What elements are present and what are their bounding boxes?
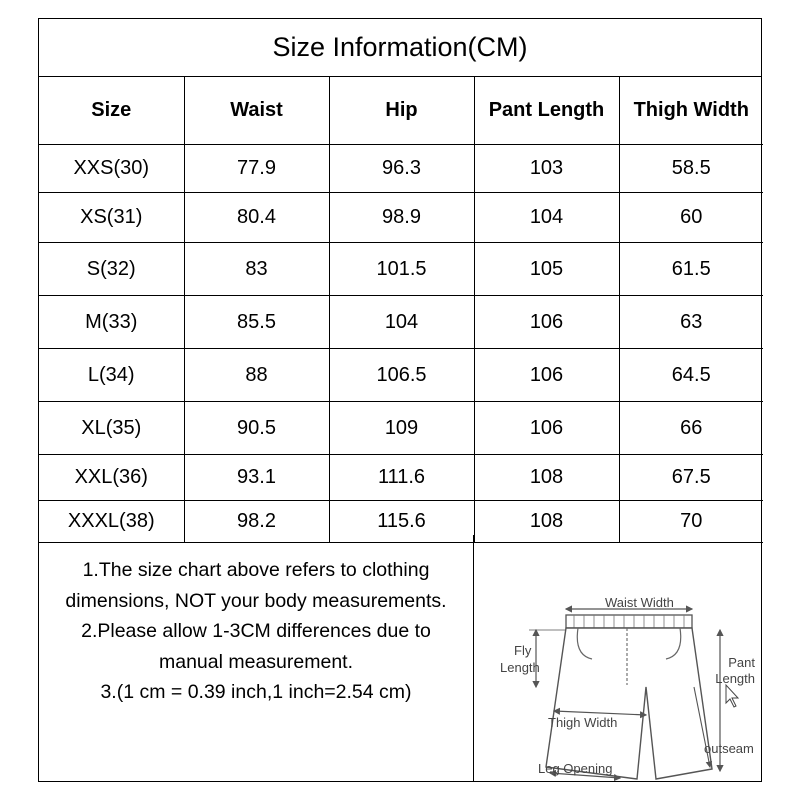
label-pant-length: Length — [715, 671, 755, 686]
cursor-icon — [726, 685, 738, 707]
note-line: 3.(1 cm = 0.39 inch,1 inch=2.54 cm) — [100, 681, 412, 703]
cell-waist: 98.2 — [184, 501, 329, 543]
header-thigh-width: Thigh Width — [619, 77, 763, 145]
table-row — [39, 145, 763, 193]
label-pant: Pant — [728, 655, 755, 670]
cell-thigh-width: 67.5 — [619, 455, 763, 501]
cell-waist: 83 — [184, 243, 329, 296]
note-line: 2.Please allow 1-3CM differences due to — [81, 620, 431, 642]
label-waist-width: Waist Width — [605, 595, 674, 610]
header-row — [39, 77, 763, 145]
table-row — [39, 402, 763, 455]
notes — [39, 535, 474, 781]
cell-pant-length: 108 — [474, 501, 619, 543]
note-line: 1.The size chart above refers to clothing — [82, 559, 430, 581]
label-thigh-width: Thigh Width — [548, 715, 618, 730]
cell-size: XXS(30) — [39, 145, 184, 193]
cell-hip: 98.9 — [329, 193, 474, 243]
label-outseam: outseam — [704, 741, 754, 756]
table-row — [39, 243, 763, 296]
pants-outline — [546, 628, 712, 779]
label-fly: Fly — [514, 643, 532, 658]
cell-size: XXL(36) — [39, 455, 184, 501]
cell-size: XXXL(38) — [39, 501, 184, 543]
pants-measurement-diagram — [474, 535, 761, 781]
cell-thigh-width: 61.5 — [619, 243, 763, 296]
chart-title: Size Information(CM) — [39, 19, 761, 77]
header-waist: Waist — [184, 77, 329, 145]
cell-hip: 115.6 — [329, 501, 474, 543]
size-chart — [38, 18, 762, 782]
cell-thigh-width: 66 — [619, 402, 763, 455]
table-row — [39, 296, 763, 349]
cell-pant-length: 106 — [474, 296, 619, 349]
cell-pant-length: 106 — [474, 402, 619, 455]
cell-hip: 109 — [329, 402, 474, 455]
label-fly-length: Length — [500, 660, 540, 675]
cell-pant-length: 105 — [474, 243, 619, 296]
cell-hip: 96.3 — [329, 145, 474, 193]
cell-thigh-width: 60 — [619, 193, 763, 243]
cell-thigh-width: 58.5 — [619, 145, 763, 193]
waistband-shape — [566, 615, 692, 628]
cell-hip: 101.5 — [329, 243, 474, 296]
cell-pant-length: 106 — [474, 349, 619, 402]
cell-size: XS(31) — [39, 193, 184, 243]
note-line: manual measurement. — [158, 650, 353, 673]
cell-hip: 106.5 — [329, 349, 474, 402]
cell-waist: 93.1 — [184, 455, 329, 501]
cell-thigh-width: 64.5 — [619, 349, 763, 402]
cell-waist: 80.4 — [184, 193, 329, 243]
cell-hip: 111.6 — [329, 455, 474, 501]
label-leg-opening: Leg Opening — [538, 761, 613, 776]
cell-thigh-width: 70 — [619, 501, 763, 543]
cell-waist: 85.5 — [184, 296, 329, 349]
cell-size: M(33) — [39, 296, 184, 349]
cell-waist: 88 — [184, 349, 329, 402]
cell-pant-length: 103 — [474, 145, 619, 193]
table-row — [39, 349, 763, 402]
cell-size: S(32) — [39, 243, 184, 296]
header-pant-length: Pant Length — [474, 77, 619, 145]
pants-illustration — [474, 535, 761, 781]
cell-waist: 90.5 — [184, 402, 329, 455]
table-row — [39, 455, 763, 501]
cell-waist: 77.9 — [184, 145, 329, 193]
cell-pant-length: 104 — [474, 193, 619, 243]
size-table — [39, 77, 763, 543]
cell-size: L(34) — [39, 349, 184, 402]
header-size: Size — [39, 77, 184, 145]
note-line: dimensions, NOT your body measurements. — [65, 589, 447, 612]
cell-hip: 104 — [329, 296, 474, 349]
cell-pant-length: 108 — [474, 455, 619, 501]
cell-size: XL(35) — [39, 402, 184, 455]
header-hip: Hip — [329, 77, 474, 145]
cell-thigh-width: 63 — [619, 296, 763, 349]
table-row — [39, 193, 763, 243]
